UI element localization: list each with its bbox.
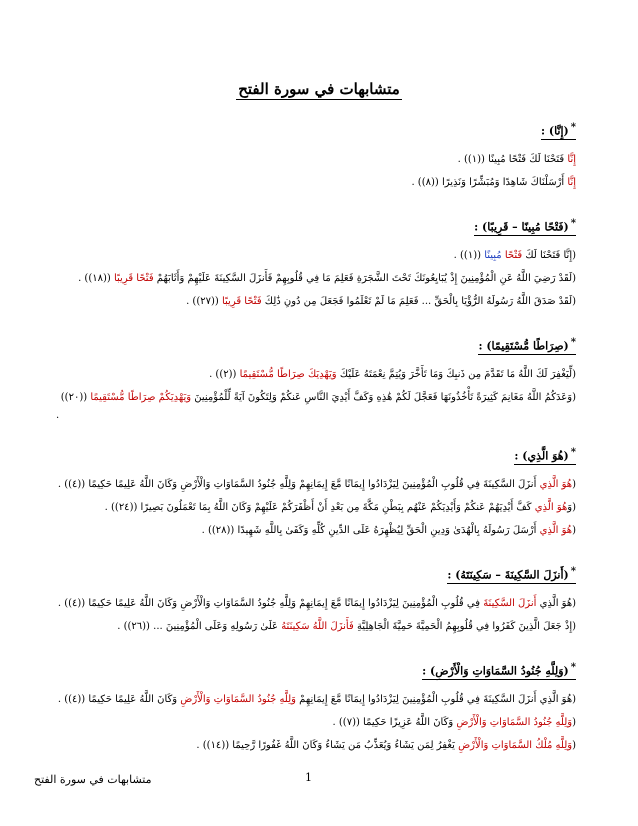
footer-title: متشابهات في سورة الفتح	[34, 773, 152, 786]
verse-text: أَنزَلَ السَّكِينَةَ فِي قُلُوبِ الْمُؤْمِنِينَ لِيَزْدَادُوا إِيمَانًا مَّعَ إِيمَانِهِمْ وَلِلَّهِ جُنُودُ السَّمَاوَاتِ وَالْأَرْضِ وَكَانَ اللَّهُ عَلِيمًا حَكِيمًا ((٤)) .	[57, 479, 540, 490]
verse-line	[56, 688, 576, 711]
highlighted-phrase: وَيَهْدِيَكُمْ صِرَاطًا مُّسْتَقِيمًا	[90, 392, 192, 403]
highlighted-phrase: إِنَّا	[567, 154, 576, 165]
section-heading-text: (فَتْحًا مُبِينًا – قَرِيبًا) :	[474, 221, 569, 234]
verse-text: فِي قُلُوبِ الْمُؤْمِنِينَ لِيَزْدَادُوا إِيمَانًا مَّعَ إِيمَانِهِمْ وَلِلَّهِ جُنُودُ السَّمَاوَاتِ وَالْأَرْضِ وَكَانَ اللَّهُ عَلِيمًا حَكِيمًا ((٤)) .	[57, 598, 484, 609]
bullet-star: *	[570, 566, 576, 578]
section-heading	[478, 337, 576, 355]
verse-text: يَغْفِرُ لِمَن يَشَاءُ وَيُعَذِّبُ مَن يَشَاءُ وَكَانَ اللَّهُ غَفُورًا رَّحِيمًا ((١٤)) .	[196, 740, 459, 751]
verse-line	[56, 473, 576, 496]
verse-text: فَتَحْنَا لَكَ فَتْحًا مُبِينًا ((١)) .	[457, 154, 568, 165]
verse-line	[56, 363, 576, 386]
verse-text: كَفَّ أَيْدِيَهُمْ عَنكُمْ وَأَيْدِيَكُمْ عَنْهُم بِبَطْنِ مَكَّةَ مِن بَعْدِ أَنْ أَظْفَرَكُمْ عَلَيْهِمْ وَكَانَ اللَّهُ بِمَا تَعْمَلُونَ بَصِيرًا ((٢٤)) .	[104, 502, 535, 513]
section-heading	[514, 447, 576, 465]
page-title-text: متشابهات في سورة الفتح	[238, 80, 400, 98]
verse-text: (لَقَدْ رَضِيَ اللَّهُ عَنِ الْمُؤْمِنِينَ إِذْ يُبَايِعُونَكَ تَحْتَ الشَّجَرَةِ فَعَلِمَ مَا فِي قُلُوبِهِمْ فَأَنزَلَ السَّكِينَةَ عَلَيْهِمْ وَأَثَابَهُمْ	[153, 273, 576, 284]
sections-container	[56, 120, 576, 779]
verse-text: ((٢)) .	[209, 369, 240, 380]
verse-text: (لِّيَغْفِرَ لَكَ اللَّهُ مَا تَقَدَّمَ مِن ذَنبِكَ وَمَا تَأَخَّرَ وَيُتِمَّ نِعْمَتَهُ عَلَيْكَ	[336, 369, 576, 380]
highlighted-phrase: وَلِلَّهِ جُنُودُ السَّمَاوَاتِ وَالْأَرْضِ	[180, 694, 296, 705]
section-heading	[541, 122, 576, 140]
verse-line	[56, 734, 576, 757]
highlighted-phrase: هُوَ الَّذِي	[534, 502, 568, 513]
bullet-star: *	[570, 447, 576, 459]
section-heading-text: (هُوَ الَّذِي) :	[514, 450, 569, 463]
section-heading	[474, 218, 576, 236]
highlighted-phrase: فَتْحًا قَرِيبًا	[113, 273, 154, 284]
section	[56, 335, 576, 423]
section-heading-text: (أَنزَلَ السَّكِينَةَ – سَكِينَتَهُ) :	[447, 569, 569, 582]
bullet-star: *	[570, 662, 576, 674]
verse-line	[56, 615, 576, 638]
verse-text: (لَقَدْ صَدَقَ اللَّهُ رَسُولَهُ الرُّؤْيَا بِالْحَقِّ ... فَعَلِمَ مَا لَمْ تَعْلَمُوا فَجَعَلَ مِن دُونِ ذَٰلِكَ	[261, 296, 576, 307]
verse-line	[56, 148, 576, 171]
section-heading	[447, 566, 576, 584]
bullet-star: *	[570, 122, 576, 134]
highlighted-phrase: وَلِلَّهِ جُنُودُ السَّمَاوَاتِ وَالْأَرْضِ	[456, 717, 573, 728]
section-heading	[422, 662, 576, 680]
verse-text: ((١)) .	[453, 250, 485, 261]
highlighted-phrase: هُوَ الَّذِي	[539, 525, 573, 536]
verse-text: (هُوَ الَّذِي أَنزَلَ السَّكِينَةَ فِي قُلُوبِ الْمُؤْمِنِينَ لِيَزْدَادُوا إِيمَانًا مَّعَ إِيمَانِهِمْ	[296, 694, 576, 705]
verse-text: ((٢٠))	[60, 392, 91, 403]
verse-text: عَلَىٰ رَسُولِهِ وَعَلَى الْمُؤْمِنِينَ ... ((٢٦)) .	[117, 621, 282, 632]
verse-text: (إِذْ جَعَلَ الَّذِينَ كَفَرُوا فِي قُلُوبِهِمُ الْحَمِيَّةَ حَمِيَّةَ الْجَاهِلِيَّةِ	[353, 621, 576, 632]
verse-line	[56, 386, 576, 409]
highlighted-phrase: إِنَّا	[567, 177, 576, 188]
highlighted-phrase: فَتْحًا قَرِيبًا	[221, 296, 262, 307]
verse-line	[56, 244, 576, 267]
highlighted-phrase: هُوَ الَّذِي	[539, 479, 573, 490]
verse-text: (	[572, 479, 576, 490]
section	[56, 216, 576, 313]
verse-text: (	[572, 740, 576, 751]
verse-text: (وَعَدَكُمُ اللَّهُ مَغَانِمَ كَثِيرَةً تَأْخُذُونَهَا فَعَجَّلَ لَكُمْ هَٰذِهِ وَكَفَّ أَيْدِيَ النَّاسِ عَنكُمْ وَلِتَكُونَ آيَةً لِّلْمُؤْمِنِينَ	[191, 392, 576, 403]
verse-text: وَكَانَ اللَّهُ عَلِيمًا حَكِيمًا ((٤)) .	[57, 694, 181, 705]
verse-text: أَرْسَلَ رَسُولَهُ بِالْهُدَىٰ وَدِينِ الْحَقِّ لِيُظْهِرَهُ عَلَى الدِّينِ كُلِّهِ وَكَفَىٰ بِاللَّهِ شَهِيدًا ((٢٨)) .	[201, 525, 540, 536]
verse-text: (وَ	[567, 502, 576, 513]
verse-line	[56, 496, 576, 519]
bullet-star: *	[570, 218, 576, 230]
section-heading-text: (إِنَّا) :	[540, 125, 569, 138]
verse-text: (	[572, 525, 576, 536]
verse-text: (	[572, 717, 576, 728]
verse-line	[56, 171, 576, 194]
section	[56, 445, 576, 542]
page-title	[0, 80, 638, 98]
section	[56, 120, 576, 194]
section-heading-text: (صِرَاطًا مُّسْتَقِيمًا) :	[478, 340, 569, 353]
section	[56, 564, 576, 638]
verse-text: وَكَانَ اللَّهُ عَزِيزًا حَكِيمًا ((٧)) .	[332, 717, 457, 728]
verse-text: (إِنَّا فَتَحْنَا لَكَ	[522, 250, 576, 261]
verse-line	[56, 711, 576, 734]
highlighted-phrase: مُبِينًا	[484, 250, 502, 261]
bullet-star: *	[570, 337, 576, 349]
highlighted-phrase: أَنزَلَ السَّكِينَةَ	[483, 598, 537, 609]
verse-line	[56, 290, 576, 313]
trailing-dot: .	[56, 410, 60, 421]
highlighted-phrase: فَأَنزَلَ اللَّهُ سَكِينَتَهُ	[281, 621, 354, 632]
verse-text: أَرْسَلْنَاكَ شَاهِدًا وَمُبَشِّرًا وَنَذِيرًا ((٨)) .	[411, 177, 568, 188]
verse-line	[56, 519, 576, 542]
verse-line	[56, 592, 576, 615]
verse-text: (هُوَ الَّذِي	[536, 598, 576, 609]
verse-text: ((١٨)) .	[78, 273, 114, 284]
highlighted-phrase: فَتْحًا	[504, 250, 523, 261]
page-number: 1	[305, 771, 312, 784]
section	[56, 660, 576, 757]
verse-text: ((٢٧)) .	[186, 296, 222, 307]
verse-line	[56, 267, 576, 290]
highlighted-phrase: وَلِلَّهِ مُلْكُ السَّمَاوَاتِ وَالْأَرْضِ	[458, 740, 573, 751]
section-heading-text: (وَلِلَّهِ جُنُودُ السَّمَاوَاتِ وَالْأَرْضِ) :	[422, 665, 569, 678]
highlighted-phrase: وَيَهْدِيَكَ صِرَاطًا مُّسْتَقِيمًا	[239, 369, 337, 380]
